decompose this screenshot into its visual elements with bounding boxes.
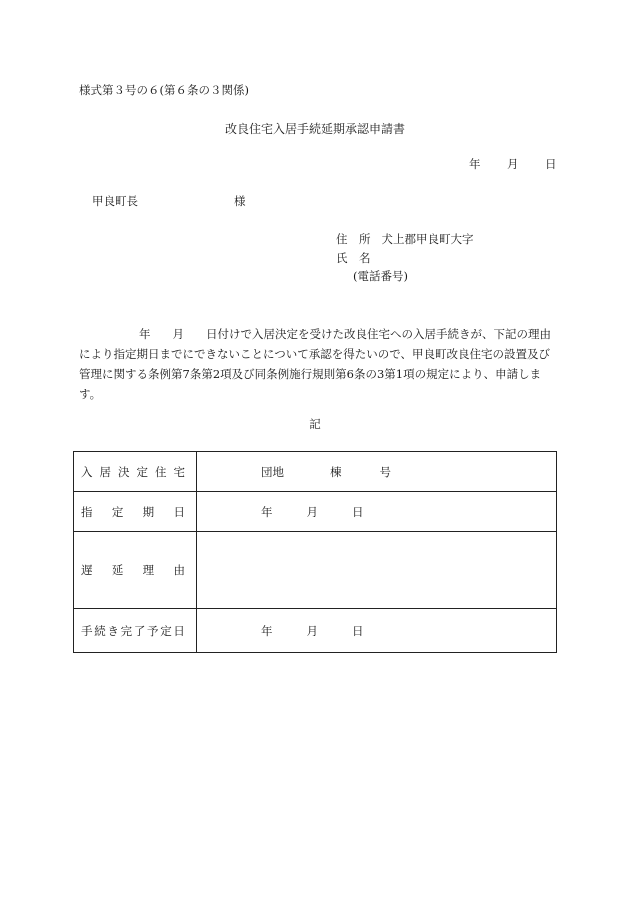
designated-month: 月	[306, 504, 318, 519]
row-label	[74, 492, 197, 532]
residence-value[interactable]	[197, 452, 557, 492]
residence-building: 棟	[330, 464, 342, 479]
ki-heading: 記	[309, 417, 321, 431]
row-label	[74, 452, 197, 492]
body-year: 年	[139, 327, 151, 341]
designated-date-value[interactable]	[197, 492, 557, 532]
body-month: 月	[172, 327, 184, 341]
completion-day: 日	[352, 623, 364, 638]
table-row	[74, 532, 557, 609]
body-text: 日付けで入居決定を受けた改良住宅への入居手続きが、下記の理由により指定期日までにできないことについて承認を得たいので、甲良町改良住宅の設置及び管理に関する条例第7条第2項及び同条例施行規則第6条の3第1項の規定により、申請します。	[79, 327, 551, 401]
label-designated-date: 指 定 期 日	[81, 504, 185, 519]
date-day: 日	[545, 157, 557, 171]
form-number: 様式第３号の６(第６条の３関係)	[79, 83, 249, 97]
row-label	[74, 609, 197, 653]
application-table	[73, 451, 557, 653]
completion-date-value[interactable]	[197, 609, 557, 653]
completion-year: 年	[261, 623, 273, 638]
addressee-name: 甲良町長	[92, 194, 138, 208]
addressee	[92, 193, 246, 209]
date-year: 年	[469, 157, 481, 171]
table-row	[74, 609, 557, 653]
applicant-phone: (電話番号)	[353, 269, 408, 283]
designated-day: 日	[352, 504, 364, 519]
label-completion-date: 手 続 き 完 了 予 定 日	[81, 623, 185, 638]
body-paragraph	[79, 324, 554, 404]
residence-number: 号	[379, 464, 391, 479]
addressee-honorific: 様	[234, 194, 246, 208]
table-row	[74, 452, 557, 492]
document-title: 改良住宅入居手続延期承認申請書	[224, 122, 405, 136]
completion-month: 月	[306, 623, 318, 638]
application-date	[469, 156, 557, 172]
label-residence: 入 居 決 定 住 宅	[81, 464, 185, 479]
designated-year: 年	[261, 504, 273, 519]
applicant-address	[336, 231, 473, 247]
name-label: 氏 名	[336, 251, 371, 265]
date-month: 月	[507, 157, 519, 171]
applicant-name	[336, 250, 371, 266]
row-label	[74, 532, 197, 609]
table-row	[74, 492, 557, 532]
delay-reason-value[interactable]	[197, 532, 557, 609]
address-value: 犬上郡甲良町大字	[381, 232, 474, 246]
address-label: 住 所	[336, 232, 371, 246]
residence-danchi: 団地	[261, 464, 284, 479]
label-delay-reason: 遅 延 理 由	[81, 563, 185, 577]
